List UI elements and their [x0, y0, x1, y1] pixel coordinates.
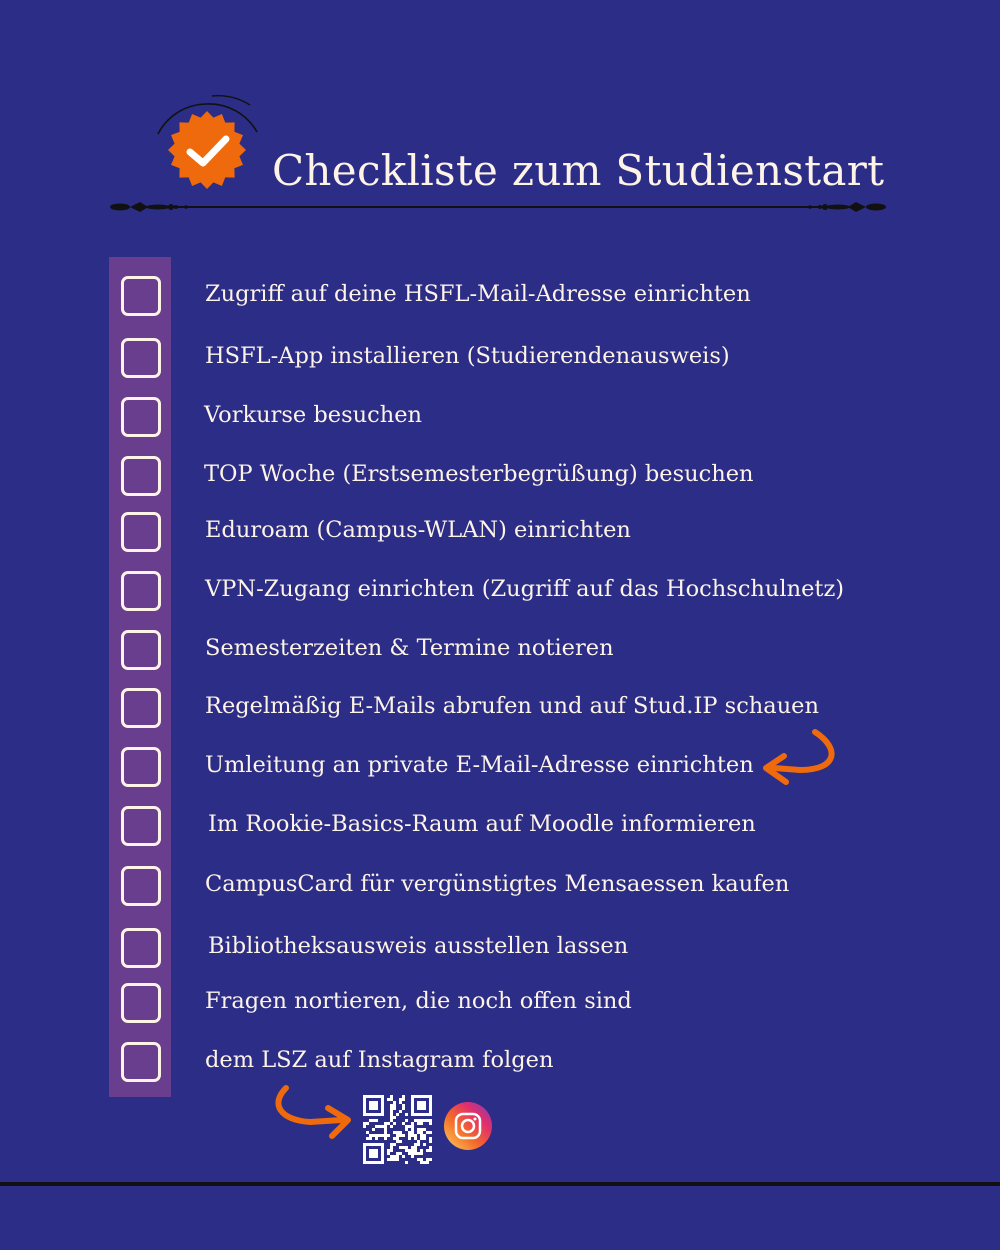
qr-module: [369, 1119, 372, 1122]
checkbox[interactable]: [121, 983, 161, 1023]
page-title: Checkliste zum Studienstart: [272, 146, 885, 195]
qr-module: [393, 1116, 396, 1119]
item-label: Vorkurse besuchen: [204, 402, 423, 428]
qr-module: [381, 1134, 384, 1137]
qr-module: [399, 1146, 402, 1149]
qr-module: [372, 1119, 375, 1122]
qr-module: [429, 1131, 432, 1134]
qr-module: [402, 1107, 405, 1110]
qr-module: [402, 1122, 405, 1125]
qr-module: [411, 1149, 414, 1152]
checkbox[interactable]: [121, 866, 161, 906]
qr-module: [396, 1137, 399, 1140]
checkbox[interactable]: [121, 512, 161, 552]
instagram-icon[interactable]: [443, 1101, 493, 1151]
qr-module: [426, 1119, 429, 1122]
curved-arrow-icon: [270, 1084, 355, 1144]
qr-module: [378, 1134, 381, 1137]
qr-module: [411, 1155, 414, 1158]
qr-module: [411, 1128, 414, 1131]
qr-module: [384, 1131, 387, 1134]
qr-module: [372, 1128, 375, 1131]
qr-module: [390, 1125, 393, 1128]
qr-module: [420, 1122, 423, 1125]
qr-module: [402, 1095, 405, 1098]
qr-module: [387, 1152, 390, 1155]
qr-module: [366, 1122, 369, 1125]
qr-module: [393, 1104, 396, 1107]
qr-module: [411, 1152, 414, 1155]
qr-module: [426, 1161, 429, 1164]
qr-module: [423, 1119, 426, 1122]
qr-module: [393, 1107, 396, 1110]
item-label: HSFL-App installieren (Studierendenausweis): [205, 343, 730, 369]
qr-module: [420, 1119, 423, 1122]
qr-module: [405, 1128, 408, 1131]
checkbox[interactable]: [121, 338, 161, 378]
ornamental-divider: [108, 198, 888, 216]
qr-module: [387, 1122, 390, 1125]
qr-module: [390, 1113, 393, 1116]
qr-module: [417, 1158, 420, 1161]
qr-module: [411, 1131, 414, 1134]
qr-module: [411, 1146, 414, 1149]
qr-module: [429, 1119, 432, 1122]
qr-module: [393, 1122, 396, 1125]
qr-module: [399, 1134, 402, 1137]
qr-module: [396, 1158, 399, 1161]
qr-module: [405, 1125, 408, 1128]
list-item: [0, 512, 1000, 552]
item-label: Eduroam (Campus-WLAN) einrichten: [205, 517, 631, 543]
qr-module: [390, 1098, 393, 1101]
item-label: VPN-Zugang einrichten (Zugriff auf das Hochschulnetz): [205, 576, 845, 602]
qr-module: [423, 1143, 426, 1146]
checkbox[interactable]: [121, 928, 161, 968]
qr-module: [414, 1134, 417, 1137]
item-label: Bibliotheksausweis ausstellen lassen: [208, 933, 629, 959]
item-label: Zugriff auf deine HSFL-Mail-Adresse einrichten: [205, 281, 751, 307]
qr-module: [405, 1119, 408, 1122]
qr-module: [384, 1125, 387, 1128]
checkbox[interactable]: [121, 456, 161, 496]
checkbox[interactable]: [121, 630, 161, 670]
qr-module: [384, 1137, 387, 1140]
qr-module: [426, 1131, 429, 1134]
qr-module: [399, 1140, 402, 1143]
qr-module: [393, 1131, 396, 1134]
qr-module: [375, 1137, 378, 1140]
qr-module: [390, 1143, 393, 1146]
qr-module: [390, 1095, 393, 1098]
checkbox[interactable]: [121, 571, 161, 611]
qr-module: [390, 1104, 393, 1107]
qr-module: [417, 1128, 420, 1131]
list-item: [0, 276, 1000, 316]
qr-module: [420, 1134, 423, 1137]
qr-module: [363, 1122, 366, 1125]
qr-module: [402, 1104, 405, 1107]
qr-module: [420, 1152, 423, 1155]
qr-module: [387, 1098, 390, 1101]
item-label: dem LSZ auf Instagram folgen: [205, 1047, 554, 1073]
qr-module: [417, 1140, 420, 1143]
item-label: Fragen nortieren, die noch offen sind: [205, 988, 632, 1014]
qr-module: [378, 1125, 381, 1128]
item-label: Im Rookie-Basics-Raum auf Moodle informieren: [208, 811, 756, 837]
qr-module: [411, 1122, 414, 1125]
item-label: CampusCard für vergünstigtes Mensaessen kaufen: [205, 871, 790, 897]
qr-module: [417, 1152, 420, 1155]
qr-module: [414, 1143, 417, 1146]
qr-module: [408, 1125, 411, 1128]
qr-module: [426, 1158, 429, 1161]
qr-module: [393, 1101, 396, 1104]
qr-module: [381, 1125, 384, 1128]
qr-module: [399, 1152, 402, 1155]
qr-module: [414, 1137, 417, 1140]
qr-module: [429, 1158, 432, 1161]
qr-code-icon[interactable]: [363, 1095, 432, 1164]
qr-module: [387, 1134, 390, 1137]
qr-module: [384, 1134, 387, 1137]
qr-module: [417, 1131, 420, 1134]
qr-module: [414, 1152, 417, 1155]
checkbox[interactable]: [121, 688, 161, 728]
qr-module: [393, 1143, 396, 1146]
qr-module: [384, 1122, 387, 1125]
qr-module: [426, 1149, 429, 1152]
list-item: [0, 806, 1000, 846]
check-badge-icon: [150, 92, 265, 197]
qr-module: [417, 1122, 420, 1125]
qr-module: [396, 1152, 399, 1155]
qr-module: [375, 1134, 378, 1137]
qr-module: [405, 1149, 408, 1152]
checkbox[interactable]: [121, 806, 161, 846]
qr-module: [408, 1131, 411, 1134]
qr-module: [402, 1155, 405, 1158]
list-item: [0, 866, 1000, 906]
checkbox[interactable]: [121, 1042, 161, 1082]
qr-module: [429, 1122, 432, 1125]
qr-module: [429, 1137, 432, 1140]
qr-module: [417, 1101, 426, 1110]
qr-module: [390, 1149, 393, 1152]
list-item: [0, 456, 1000, 496]
qr-module: [414, 1119, 417, 1122]
qr-module: [423, 1134, 426, 1137]
qr-module: [405, 1113, 408, 1116]
qr-module: [369, 1149, 378, 1158]
qr-module: [399, 1131, 402, 1134]
qr-module: [408, 1149, 411, 1152]
qr-module: [396, 1131, 399, 1134]
qr-module: [393, 1155, 396, 1158]
qr-module: [393, 1137, 396, 1140]
qr-module: [405, 1161, 408, 1164]
bottom-divider: [0, 1182, 1000, 1186]
qr-module: [414, 1146, 417, 1149]
qr-module: [429, 1140, 432, 1143]
qr-module: [372, 1134, 375, 1137]
qr-module: [411, 1125, 414, 1128]
qr-module: [390, 1158, 393, 1161]
list-item: [0, 338, 1000, 378]
list-item: [0, 1042, 1000, 1082]
qr-module: [363, 1125, 366, 1128]
qr-module: [387, 1149, 390, 1152]
qr-module: [390, 1116, 393, 1119]
qr-module: [429, 1146, 432, 1149]
qr-module: [375, 1119, 378, 1122]
list-item: [0, 630, 1000, 670]
list-item: [0, 397, 1000, 437]
qr-module: [423, 1161, 426, 1164]
qr-module: [423, 1128, 426, 1131]
qr-module: [387, 1158, 390, 1161]
item-label: Regelmäßig E-Mails abrufen und auf Stud.IP schauen: [205, 693, 819, 719]
qr-module: [408, 1137, 411, 1140]
qr-module: [411, 1134, 414, 1137]
qr-module: [369, 1137, 372, 1140]
qr-module: [369, 1101, 378, 1110]
qr-module: [420, 1158, 423, 1161]
list-item: [0, 747, 1000, 787]
checkbox[interactable]: [121, 397, 161, 437]
curved-arrow-icon: [760, 728, 840, 788]
qr-module: [420, 1131, 423, 1134]
qr-module: [390, 1107, 393, 1110]
qr-module: [420, 1137, 423, 1140]
item-label: TOP Woche (Erstsemesterbegrüßung) besuchen: [204, 461, 754, 487]
qr-module: [408, 1152, 411, 1155]
qr-module: [414, 1149, 417, 1152]
qr-module: [417, 1119, 420, 1122]
qr-module: [399, 1101, 402, 1104]
qr-module: [369, 1134, 372, 1137]
qr-module: [420, 1149, 423, 1152]
qr-module: [399, 1110, 402, 1113]
list-item: [0, 983, 1000, 1023]
checkbox[interactable]: [121, 276, 161, 316]
qr-module: [399, 1098, 402, 1101]
item-label: Umleitung an private E-Mail-Adresse einrichten: [205, 752, 754, 778]
qr-module: [375, 1125, 378, 1128]
qr-module: [366, 1137, 369, 1140]
qr-module: [396, 1155, 399, 1158]
qr-module: [429, 1149, 432, 1152]
qr-module: [390, 1119, 393, 1122]
list-item: [0, 571, 1000, 611]
checkbox-strip: [109, 257, 171, 1097]
qr-module: [366, 1131, 369, 1134]
list-item: [0, 928, 1000, 968]
qr-module: [405, 1146, 408, 1149]
list-item: [0, 688, 1000, 728]
qr-module: [402, 1134, 405, 1137]
checkbox[interactable]: [121, 747, 161, 787]
qr-module: [402, 1146, 405, 1149]
qr-module: [420, 1161, 423, 1164]
qr-module: [396, 1140, 399, 1143]
qr-module: [390, 1110, 393, 1113]
qr-module: [396, 1113, 399, 1116]
qr-module: [417, 1143, 420, 1146]
qr-module: [384, 1128, 387, 1131]
qr-module: [423, 1137, 426, 1140]
qr-module: [408, 1134, 411, 1137]
qr-module: [402, 1098, 405, 1101]
qr-module: [396, 1134, 399, 1137]
qr-module: [393, 1158, 396, 1161]
qr-module: [420, 1128, 423, 1131]
qr-module: [390, 1146, 393, 1149]
qr-module: [390, 1155, 393, 1158]
item-label: Semesterzeiten & Termine notieren: [205, 635, 614, 661]
